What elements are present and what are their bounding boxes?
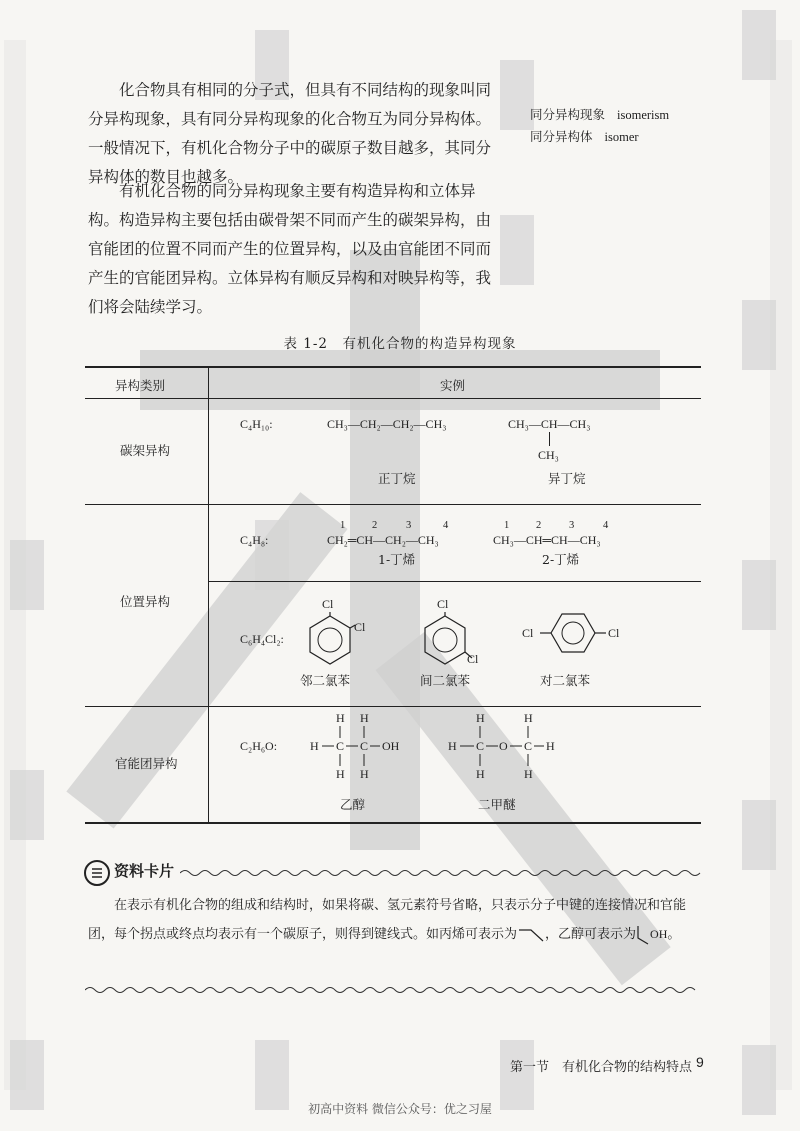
table-bottom-rule	[85, 822, 701, 824]
chlorine-label: Cl	[467, 652, 479, 666]
carbon-atom: C	[360, 739, 369, 753]
category-carbon-skeleton: 碳架异构	[120, 443, 171, 458]
hydrogen-atom: H	[524, 711, 533, 725]
hydrogen-atom: H	[310, 739, 319, 753]
oxygen-atom: O	[499, 739, 508, 753]
butane-structure: CH₃—CH₂—CH₂—CH₃	[327, 417, 447, 431]
carbon-atom: C	[336, 739, 345, 753]
hydrogen-atom: H	[448, 739, 457, 753]
hydrogen-atom: H	[360, 767, 369, 781]
carbon-atom: C	[524, 739, 533, 753]
watermark-ribbon	[742, 10, 776, 80]
molecular-formula: C₂H₆O:	[240, 739, 278, 753]
margin-term-en: isomerism	[617, 108, 670, 122]
chlorine-label: Cl	[354, 620, 366, 634]
hydrogen-atom: H	[524, 767, 533, 781]
molecular-formula: C₆H₄Cl₂:	[240, 632, 284, 646]
info-card-text-part: ，乙醇可表示为	[545, 927, 637, 942]
ethanol-skeletal-formula	[636, 924, 650, 946]
book-icon	[84, 860, 110, 886]
table-title: 表 1-2 有机化合物的构造异构现象	[283, 336, 517, 352]
molecular-formula: C₄H₁₀:	[240, 417, 273, 431]
hydrogen-atom: H	[546, 739, 555, 753]
branch-bond	[549, 432, 550, 446]
watermark-ribbon	[255, 520, 289, 590]
watermark-ribbon	[500, 215, 534, 285]
ortho-dichlorobenzene-name: 邻二氯苯	[300, 673, 351, 688]
watermark-ribbon	[742, 560, 776, 630]
chlorine-label: Cl	[522, 626, 534, 640]
wavy-divider	[85, 985, 705, 995]
footer-section-title: 第一节 有机化合物的结构特点	[510, 1060, 693, 1075]
watermark-ribbon	[500, 60, 534, 130]
watermark-ribbon	[10, 770, 44, 840]
info-card-text-part: 。	[667, 927, 681, 942]
isobutane-name: 异丁烷	[548, 471, 586, 486]
table-top-rule	[85, 366, 701, 368]
meta-dichlorobenzene-name: 间二氯苯	[420, 673, 471, 688]
butane-name: 正丁烷	[378, 471, 416, 486]
para-dichlorobenzene-name: 对二氯苯	[540, 673, 591, 688]
category-functional-group: 官能团异构	[115, 756, 178, 771]
hydrogen-atom: H	[476, 711, 485, 725]
info-card-text-part: 在表示有机化合物的组成和结构时，如果将碳、氢元素符号省略，只表示分子中键的连接情况和官能团，每个拐点或终点均表示有一个碳原子，则得到键线式。如丙烯可表示为	[88, 898, 687, 942]
hydrogen-atom: H	[336, 767, 345, 781]
margin-term-zh: 同分异构现象	[530, 107, 606, 122]
carbon-number: 1	[340, 520, 346, 531]
table-header-rule	[85, 398, 701, 399]
carbon-atom: C	[476, 739, 485, 753]
dimethyl-ether-name: 二甲醚	[478, 797, 516, 812]
watermark-ribbon	[742, 800, 776, 870]
paragraph-isomer-types: 有机化合物的同分异构现象主要有构造异构和立体异构。构造异构主要包括由碳骨架不同而产生的碳架异构，由官能团的位置不同而产生的位置异构，以及由官能团不同而产生的官能团异构。立体异构有顺反异构和对映异构等，我们将会陆续学习。	[88, 182, 492, 316]
margin-term	[530, 104, 669, 126]
carbon-number: 4	[603, 520, 609, 531]
chlorine-label: Cl	[437, 597, 449, 611]
page-number: 9	[696, 1054, 704, 1070]
bottom-credit: 初高中资料 微信公众号：优之习屋	[308, 1102, 492, 1116]
carbon-number: 3	[569, 520, 575, 531]
info-card-text	[88, 892, 708, 949]
carbon-number: 3	[406, 520, 412, 531]
category-position: 位置异构	[120, 594, 171, 609]
ethanol-name: 乙醇	[340, 797, 366, 812]
isobutane-structure: CH₃—CH—CH₃	[508, 417, 591, 431]
hydrogen-atom: H	[476, 767, 485, 781]
watermark-ribbon	[10, 540, 44, 610]
chlorine-label: Cl	[608, 626, 620, 640]
info-card-title: 资料卡片	[114, 862, 175, 880]
hydroxyl-label: OH	[650, 927, 668, 941]
2-butene-structure: CH₃—CH═CH—CH₃	[493, 533, 601, 547]
table-subrow-rule	[208, 581, 701, 582]
1-butene-name: 1-丁烯	[378, 552, 416, 567]
ortho-dichlorobenzene-ring	[305, 612, 355, 668]
para-dichlorobenzene-ring	[538, 608, 608, 658]
table-row-rule	[85, 706, 701, 707]
molecular-formula: C₄H₈:	[240, 533, 269, 547]
propene-skeletal-formula	[517, 927, 545, 943]
chlorine-label: Cl	[322, 597, 334, 611]
isobutane-branch: CH₃	[538, 448, 559, 462]
margin-term	[530, 126, 639, 148]
hydroxyl-group: OH	[382, 739, 400, 753]
carbon-number: 4	[443, 520, 449, 531]
margin-term-zh: 同分异构体	[530, 129, 593, 144]
2-butene-name: 2-丁烯	[542, 552, 580, 567]
table-row-rule	[85, 504, 701, 505]
hydrogen-atom: H	[360, 711, 369, 725]
table-header-example: 实例	[440, 378, 466, 393]
carbon-number: 1	[504, 520, 510, 531]
table-column-divider	[208, 366, 209, 824]
carbon-number: 2	[536, 520, 542, 531]
carbon-number: 2	[372, 520, 378, 531]
margin-term-en: isomer	[604, 130, 639, 144]
1-butene-structure: CH₂═CH—CH₂—CH₃	[327, 533, 439, 547]
paragraph-isomer-definition: 化合物具有相同的分子式，但具有不同结构的现象叫同分异构现象，具有同分异构现象的化合物互为同分异构体。一般情况下，有机化合物分子中的碳原子数目越多，其同分异构体的数目也越多。	[88, 81, 492, 186]
hydrogen-atom: H	[336, 711, 345, 725]
table-header-category: 异构类别	[115, 378, 166, 393]
wavy-divider	[180, 868, 705, 878]
